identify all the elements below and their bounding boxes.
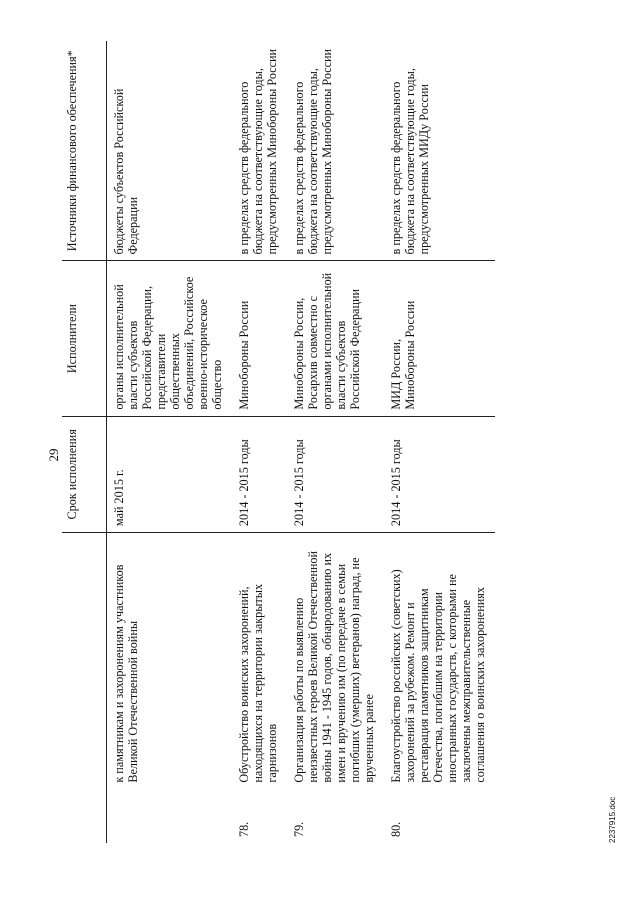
document-file-code: 2237915.doc — [608, 796, 617, 843]
row-executors: Минобороны России — [232, 261, 287, 416]
row-funding: в пределах средств федерального бюджета на соответствующие годы, предусмотренных Минобороны России — [287, 41, 384, 261]
row-term: май 2015 г. — [107, 416, 233, 532]
row-number — [107, 789, 233, 843]
row-number: 80. — [389, 821, 403, 837]
table-row — [287, 41, 384, 843]
row-executors: Минобороны России, Росархив совместно с органами исполнительной власти субъектов Российской Федерации — [287, 261, 384, 416]
measures-table — [62, 41, 495, 843]
header-funding: Источники финансового обеспечения* — [62, 41, 107, 261]
table-header-row — [62, 41, 107, 843]
row-action: Обустройство воинских захоронений, находящихся на территории закрытых гарнизонов — [237, 583, 279, 783]
header-action — [62, 533, 107, 789]
row-executors: органы исполнительной власти субъектов Российской Федерации, представители общественных объединений, Российское военно-историческое общество — [107, 261, 233, 416]
table-row — [232, 41, 287, 843]
page-number: 29 — [46, 448, 61, 462]
row-funding: в пределах средств федерального бюджета на соответствующие годы, предусмотренных Минобороны России — [232, 41, 287, 261]
header-executors: Исполнители — [62, 261, 107, 416]
row-term: 2014 - 2015 годы — [384, 416, 495, 532]
row-number: 78. — [237, 821, 251, 837]
row-term: 2014 - 2015 годы — [232, 416, 287, 532]
header-number — [62, 789, 107, 843]
row-number: 79. — [292, 821, 306, 837]
row-term: 2014 - 2015 годы — [287, 416, 384, 532]
row-funding: в пределах средств федерального бюджета на соответствующие годы, предусмотренных МИДу России — [384, 41, 495, 261]
row-action: Благоустройство российских (советских) захоронений за рубежом. Ремонт и реставрация памятников защитникам Отечества, погибшим на территории иностранных государств, с которыми не заключены межправительственные соглашения о воинских захоронениях — [389, 569, 487, 783]
row-action: Организация работы по выявлению неизвестных героев Великой Отечественной войны 1941 - 1945 годов, обнародованию их имен и вручению им (по передаче в семьи погибших (умерших) ветеранов) наград, не врученных ранее — [292, 550, 376, 783]
header-term: Срок исполнения — [62, 416, 107, 532]
table-row — [107, 41, 233, 843]
row-executors: МИД России, Минобороны России — [384, 261, 495, 416]
row-funding: бюджеты субъектов Российской Федерации — [107, 41, 233, 261]
table-row — [384, 41, 495, 843]
row-action: к памятникам и захоронениям участников Великой Отечественной войны — [112, 564, 140, 783]
